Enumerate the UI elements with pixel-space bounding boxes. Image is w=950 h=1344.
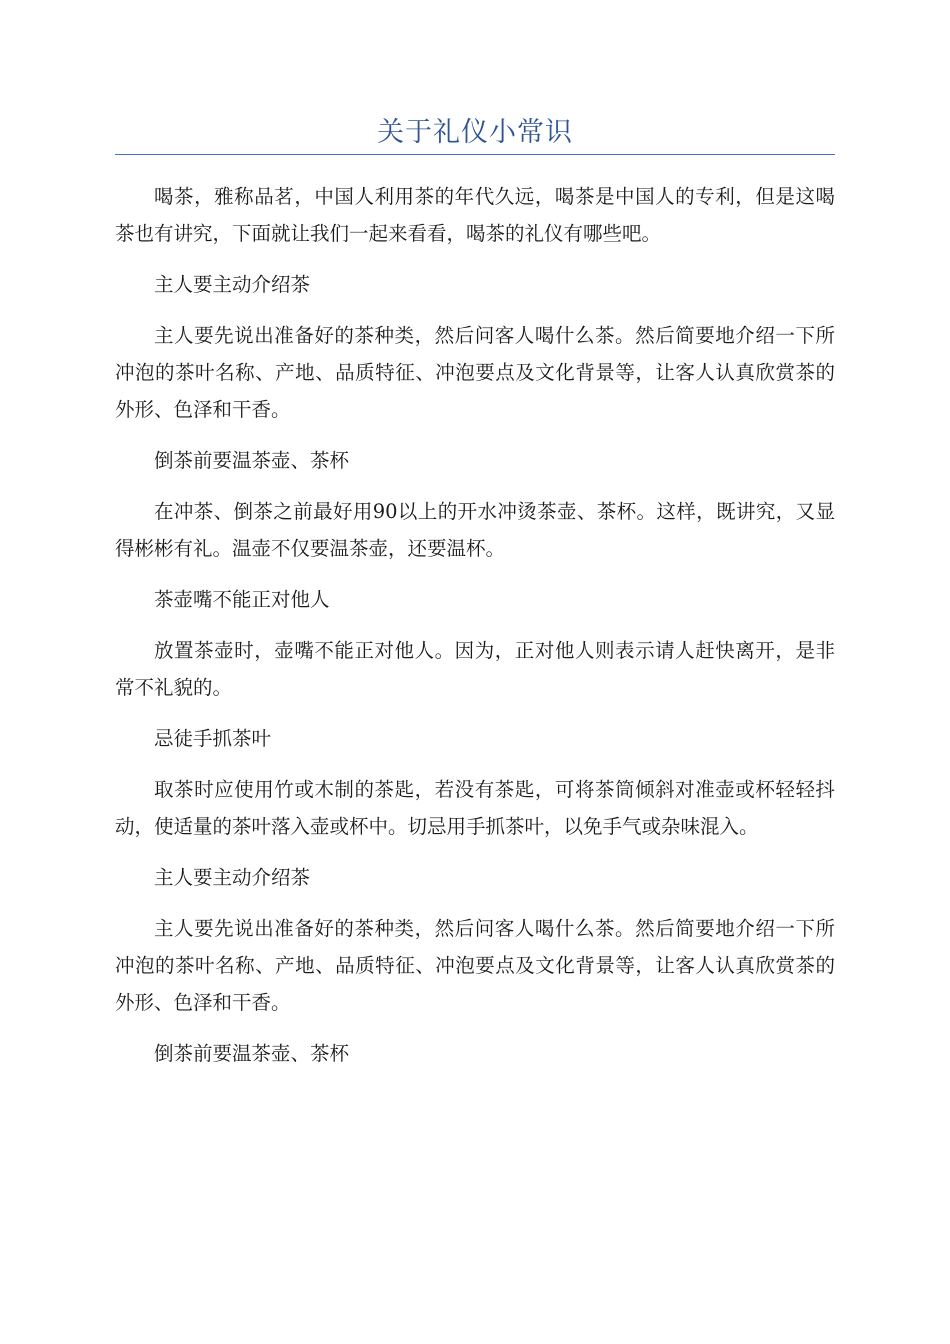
section-paragraph: 放置茶壶时，壶嘴不能正对他人。因为，正对他人则表示请人赶快离开，是非常不礼貌的。	[115, 639, 835, 699]
document-body	[115, 178, 835, 1086]
section-paragraph: 取茶时应使用竹或木制的茶匙，若没有茶匙，可将茶筒倾斜对准壶或杯轻轻抖动，使适量的茶叶落入壶或杯中。切忌用手抓茶叶，以免手气或杂味混入。	[115, 778, 835, 838]
page-title: 关于礼仪小常识	[377, 117, 573, 148]
section-heading: 主人要主动介绍茶	[154, 273, 311, 296]
section-heading: 忌徒手抓茶叶	[154, 727, 272, 750]
section-paragraph: 在冲茶、倒茶之前最好用90以上的开水冲烫茶壶、茶杯。这样，既讲究，又显得彬彬有礼。温壶不仅要温茶壶，还要温杯。	[115, 500, 835, 560]
section-paragraph: 主人要先说出准备好的茶种类，然后问客人喝什么茶。然后简要地介绍一下所冲泡的茶叶名称、产地、品质特征、冲泡要点及文化背景等，让客人认真欣赏茶的外形、色泽和干香。	[115, 917, 835, 1014]
section-heading: 茶壶嘴不能正对他人	[154, 588, 330, 611]
title-underline	[115, 154, 835, 155]
intro-paragraph: 喝茶，雅称品茗，中国人利用茶的年代久远，喝茶是中国人的专利，但是这喝茶也有讲究，下面就让我们一起来看看，喝茶的礼仪有哪些吧。	[115, 185, 835, 245]
section-heading: 倒茶前要温茶壶、茶杯	[154, 449, 350, 472]
section-paragraph: 主人要先说出准备好的茶种类，然后问客人喝什么茶。然后简要地介绍一下所冲泡的茶叶名称、产地、品质特征、冲泡要点及文化背景等，让客人认真欣赏茶的外形、色泽和干香。	[115, 324, 835, 421]
section-heading: 主人要主动介绍茶	[154, 866, 311, 889]
section-heading: 倒茶前要温茶壶、茶杯	[154, 1042, 350, 1065]
